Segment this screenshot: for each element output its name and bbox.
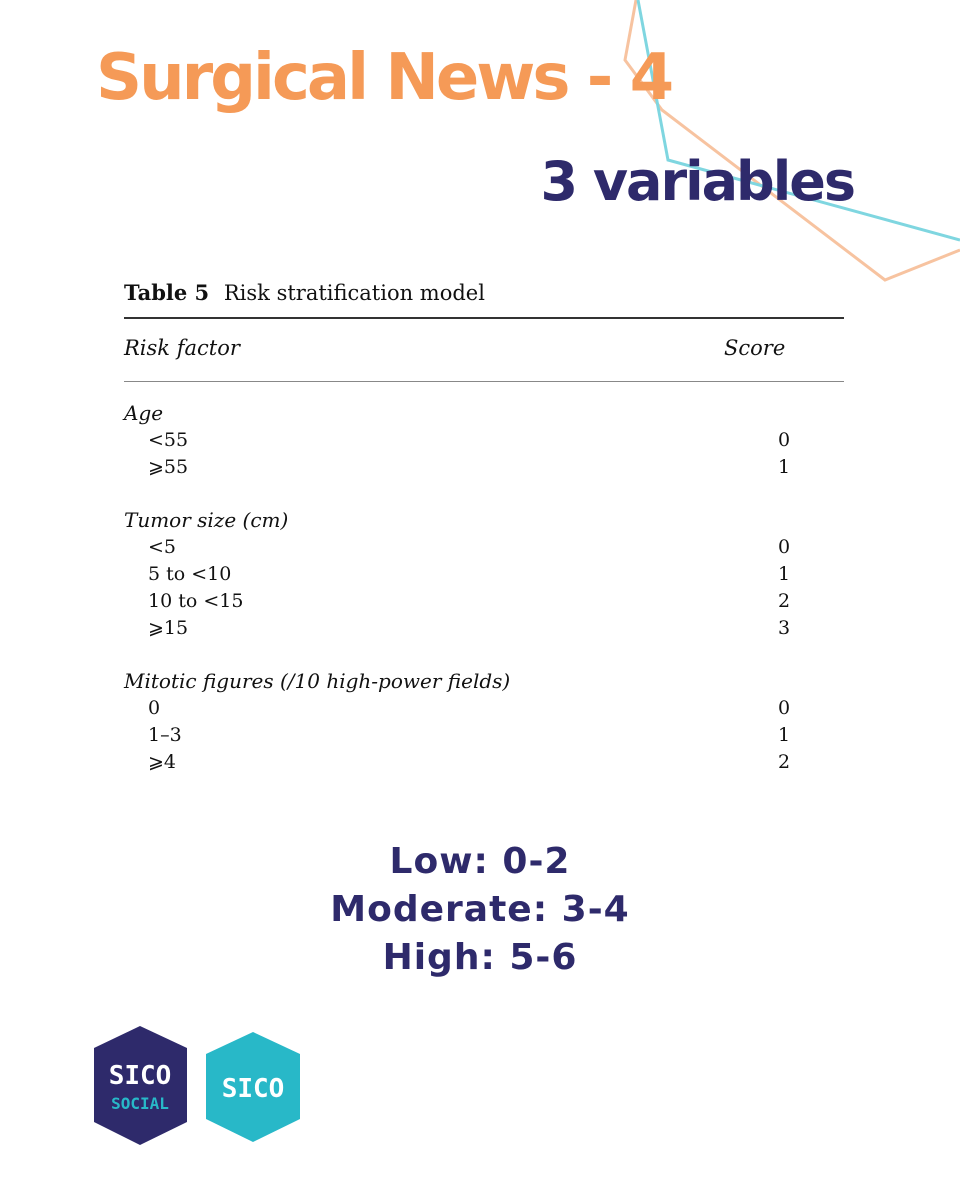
table-row xyxy=(124,454,844,481)
table-caption xyxy=(124,280,485,305)
sico-logos xyxy=(92,1024,312,1149)
row-label: ⩾55 xyxy=(148,456,189,478)
row-label: ⩾4 xyxy=(148,751,177,773)
table-row xyxy=(124,695,844,722)
risk-level-high: High: 5-6 xyxy=(382,937,578,978)
row-score: 2 xyxy=(777,590,791,612)
row-score: 3 xyxy=(777,617,791,639)
row-label: 5 to <10 xyxy=(148,563,232,585)
factor-label: Tumor size (cm) xyxy=(124,508,289,532)
factor-label: Mitotic figures (/10 high-power fields) xyxy=(124,669,511,693)
table-caption-number: Table 5 xyxy=(124,280,210,305)
factor-group-age xyxy=(124,400,844,481)
table-header-rule xyxy=(124,381,844,382)
row-score: 0 xyxy=(777,429,791,451)
table-row xyxy=(124,534,844,561)
row-label: <5 xyxy=(148,536,177,558)
factor-group-tumor-size xyxy=(124,507,844,642)
row-score: 1 xyxy=(777,456,791,478)
row-score: 1 xyxy=(777,724,791,746)
factor-heading xyxy=(124,400,844,427)
sico-logo-text: SICO xyxy=(221,1074,285,1104)
row-score: 0 xyxy=(777,697,791,719)
table-top-rule xyxy=(124,317,844,319)
table-row xyxy=(124,561,844,588)
factor-label: Age xyxy=(124,401,164,425)
sico-social-logo xyxy=(94,1026,187,1145)
factor-group-mitotic-figures xyxy=(124,668,844,776)
factor-heading xyxy=(124,507,844,534)
row-score: 1 xyxy=(777,563,791,585)
risk-level-moderate: Moderate: 3-4 xyxy=(330,889,630,930)
column-header-score: Score xyxy=(724,336,786,360)
row-score: 2 xyxy=(777,751,791,773)
row-label: 1–3 xyxy=(148,724,182,746)
row-label: 10 to <15 xyxy=(148,590,244,612)
risk-level-summary xyxy=(0,838,960,982)
page-subtitle: 3 variables xyxy=(540,150,854,213)
sico-social-logo-top: SICO xyxy=(108,1061,172,1091)
row-label: ⩾15 xyxy=(148,617,189,639)
table-row xyxy=(124,749,844,776)
sico-social-logo-bottom: SOCIAL xyxy=(111,1094,169,1113)
sico-logo xyxy=(206,1032,300,1142)
row-label: <55 xyxy=(148,429,189,451)
row-score: 0 xyxy=(777,536,791,558)
factor-heading xyxy=(124,668,844,695)
table-row xyxy=(124,588,844,615)
table-row xyxy=(124,722,844,749)
row-label: 0 xyxy=(148,697,161,719)
table-row xyxy=(124,615,844,642)
risk-level-low: Low: 0-2 xyxy=(389,841,571,882)
table-caption-text: Risk stratification model xyxy=(223,281,485,305)
page-title: Surgical News - 4 xyxy=(96,41,672,115)
column-header-risk-factor: Risk factor xyxy=(124,336,240,360)
table-row xyxy=(124,427,844,454)
risk-table-body xyxy=(124,400,844,802)
